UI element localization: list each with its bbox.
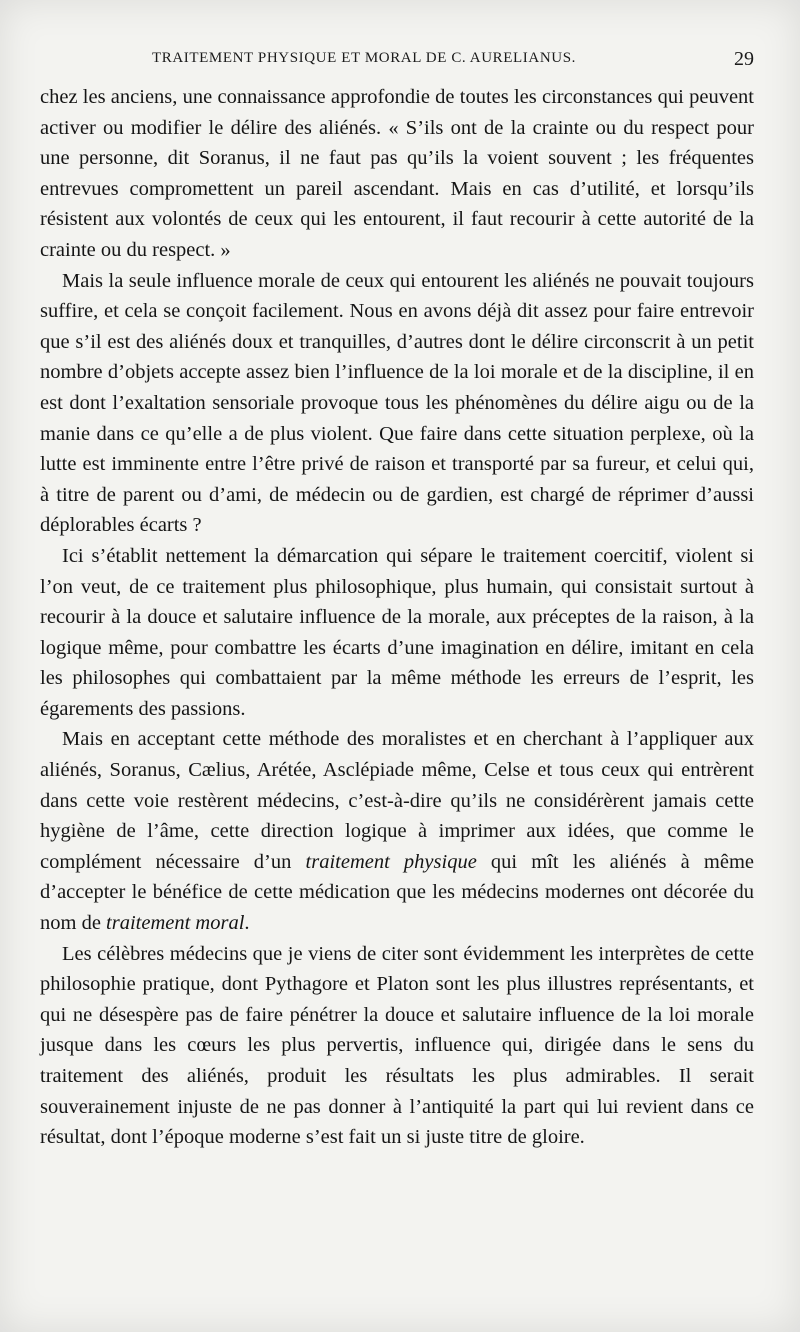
italic-term-traitement-moral: traitement moral xyxy=(106,912,245,935)
body-text xyxy=(40,82,754,1153)
paragraph-4 xyxy=(40,724,754,938)
running-title: TRAITEMENT PHYSIQUE ET MORAL DE C. AURELIANUS. xyxy=(152,50,576,66)
paragraph-3: Ici s’établit nettement la démarcation qui sépare le traitement coercitif, violent si l’on veut, de ce traitement plus philosophique, plus humain, qui consistait surtout à recourir à la douce et salutaire influence de la morale, aux préceptes de la raison, à la logique même, pour combattre les écarts d’une imagination en délire, imitant en cela les philosophes qui combattaient par la même méthode les erreurs de l’esprit, les égarements des passions. xyxy=(40,544,754,720)
paragraph-4-text-a: Mais en acceptant cette méthode des moralistes et en cherchant à l’appliquer aux aliénés, Soranus, Cælius, Arétée, Asclépiade même, Celse et tous ceux qui entrèrent dans cette voie restèrent médecins, c’est-à-dire qu’ils ne considérèrent jamais cette hygiène de l’âme, cette direction logique à imprimer aux idées, que comme le complément nécessaire d’un xyxy=(40,728,754,873)
paragraph-4-text-b: qui mît les aliénés à même d’accepter le bénéfice de cette médication que les médecins modernes ont décorée du nom de xyxy=(40,850,754,935)
paragraph-1: chez les anciens, une connaissance approfondie de toutes les circonstances qui peuvent activer ou modifier le délire des aliénés. « S’ils ont de la crainte ou du respect pour une personne, dit Soranus, il ne faut pas qu’ils la voient souvent ; les fréquentes entrevues compromettent un pareil ascendant. Mais en cas d’utilité, et lorsqu’ils résistent aux volontés de ceux qui les entourent, il faut recourir à cette autorité de la crainte ou du respect. » xyxy=(40,86,754,261)
paragraph-2: Mais la seule influence morale de ceux qui entourent les aliénés ne pouvait toujours suffire, et cela se conçoit facilement. Nous en avons déjà dit assez pour faire entrevoir que s’il est des aliénés doux et tranquilles, d’autres dont le délire circonscrit à un petit nombre d’objets accepte assez bien l’influence de la loi morale et de la discipline, il en est dont l’exaltation sensoriale provoque tous les phénomènes du délire aigu ou de la manie dans ce qu’elle a de plus violent. Que faire dans cette situation perplexe, où la lutte est imminente entre l’être privé de raison et transporté par sa fureur, et celui qui, à titre de parent ou d’ami, de médecin ou de gardien, est chargé de réprimer d’aussi déplorables écarts ? xyxy=(40,269,754,537)
italic-term-traitement-physique: traitement physique xyxy=(305,850,477,873)
paragraph-5: Les célèbres médecins que je viens de citer sont évidemment les interprètes de cette philosophie pratique, dont Pythagore et Platon sont les plus illustres représentants, et qui ne désespère pas de faire pénétrer la douce et salutaire influence de la loi morale jusque dans les cœurs les plus pervertis, influence qui, dirigée dans le sens du traitement des aliénés, produit les résultats les plus admirables. Il serait souverainement injuste de ne pas donner à l’antiquité la part qui lui revient dans ce résultat, dont l’époque moderne s’est fait un si juste titre de gloire. xyxy=(40,942,754,1149)
page-number: 29 xyxy=(734,48,754,70)
paragraph-4-text-c: . xyxy=(244,912,250,935)
page-header xyxy=(40,48,754,72)
